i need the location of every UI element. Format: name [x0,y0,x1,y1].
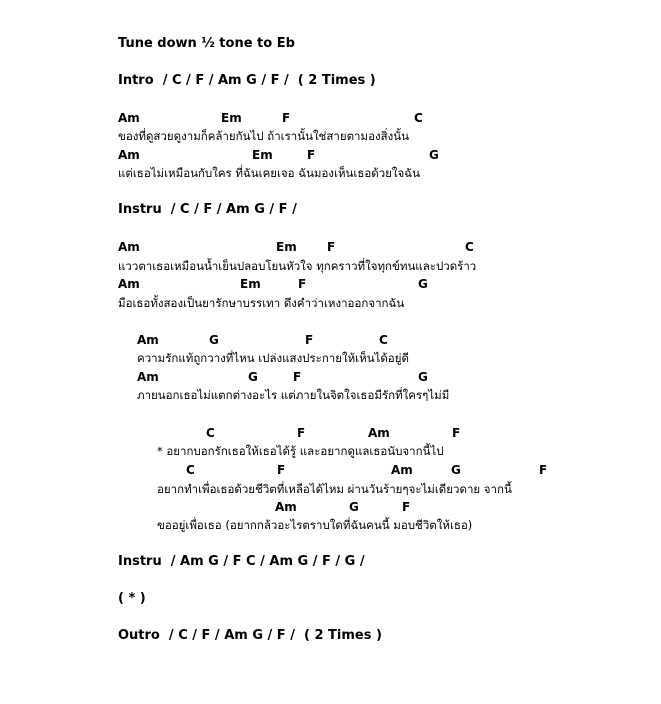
chord: Am [275,500,297,514]
lyric-line: แต่เธอไม่เหมือนกับใคร ที่ฉันเคยเจอ ฉันมองเห็นเธอด้วยใจฉัน [118,166,420,180]
chord: F [293,370,302,384]
instru-line: Instru / C / F / Am G / F / [118,202,297,217]
repeat-marker: ( * ) [118,591,146,606]
chord: F [452,426,461,440]
intro-line: Intro / C / F / Am G / F / ( 2 Times ) [118,73,376,88]
lyric-line: * อยากบอกรักเธอให้เธอได้รู้ และอยากดูแลเธอนับจากนี้ไป [157,444,444,458]
chord: Em [252,148,273,162]
chord: F [305,333,314,347]
chord: Am [137,333,159,347]
chord: F [297,426,306,440]
chord: F [539,463,548,477]
chord: C [206,426,215,440]
chord: F [307,148,316,162]
chord: F [298,277,307,291]
chord: Em [221,111,242,125]
lyric-line: ความรักแท้ถูกวางที่ไหน เปล่งแสงประกายให้เห็นได้อยู่ดี [137,351,409,365]
chord: G [418,370,428,384]
lyric-line: ภายนอกเธอไม่แตกต่างอะไร แต่ภายในจิตใจเธอมีรักที่ใครๆไม่มี [137,388,450,402]
chord: Em [240,277,261,291]
chord: F [282,111,291,125]
chord: G [209,333,219,347]
chord: Am [118,111,140,125]
chord: Am [137,370,159,384]
lyric-line: มือเธอทั้งสองเป็นยารักษาบรรเทา ดึงคำว่าเหงาออกจากฉัน [118,296,405,310]
chord: Am [368,426,390,440]
lyric-line: ของที่ดูสวยดูงามก็คล้ายกันไป ถ้าเรานั้นใช่สายตามองสิ่งนั้น [118,129,409,143]
tuning-line: Tune down ½ tone to Eb [118,36,295,51]
chord: C [186,463,195,477]
chord: C [414,111,423,125]
chord: Am [118,148,140,162]
chord: G [349,500,359,514]
chord: G [418,277,428,291]
chord: Am [118,277,140,291]
chord: F [277,463,286,477]
instru-line: Instru / Am G / F C / Am G / F / G / [118,554,365,569]
outro-line: Outro / C / F / Am G / F / ( 2 Times ) [118,628,382,643]
chord: F [327,240,336,254]
chord: G [451,463,461,477]
lyric-line: ขออยู่เพื่อเธอ (อยากกล้วอะไรตราบใดที่ฉันคนนี้ มอบชีวิตให้เธอ) [157,518,473,532]
chord: Am [118,240,140,254]
chord: G [248,370,258,384]
lyric-line: อยากทำเพื่อเธอด้วยชีวิตที่เหลือได้ไหม ผ่านวันร้ายๆจะไม่เดียวดาย จากนี้ [157,482,512,496]
lyric-line: แววตาเธอเหมือนน้ำเย็นปลอบโยนหัวใจ ทุกคราวที่ใจทุกข์ทนและปวดร้าว [118,259,477,273]
chord: Em [276,240,297,254]
chord: C [465,240,474,254]
chord: F [402,500,411,514]
chord: G [429,148,439,162]
chord: Am [391,463,413,477]
chord: C [379,333,388,347]
